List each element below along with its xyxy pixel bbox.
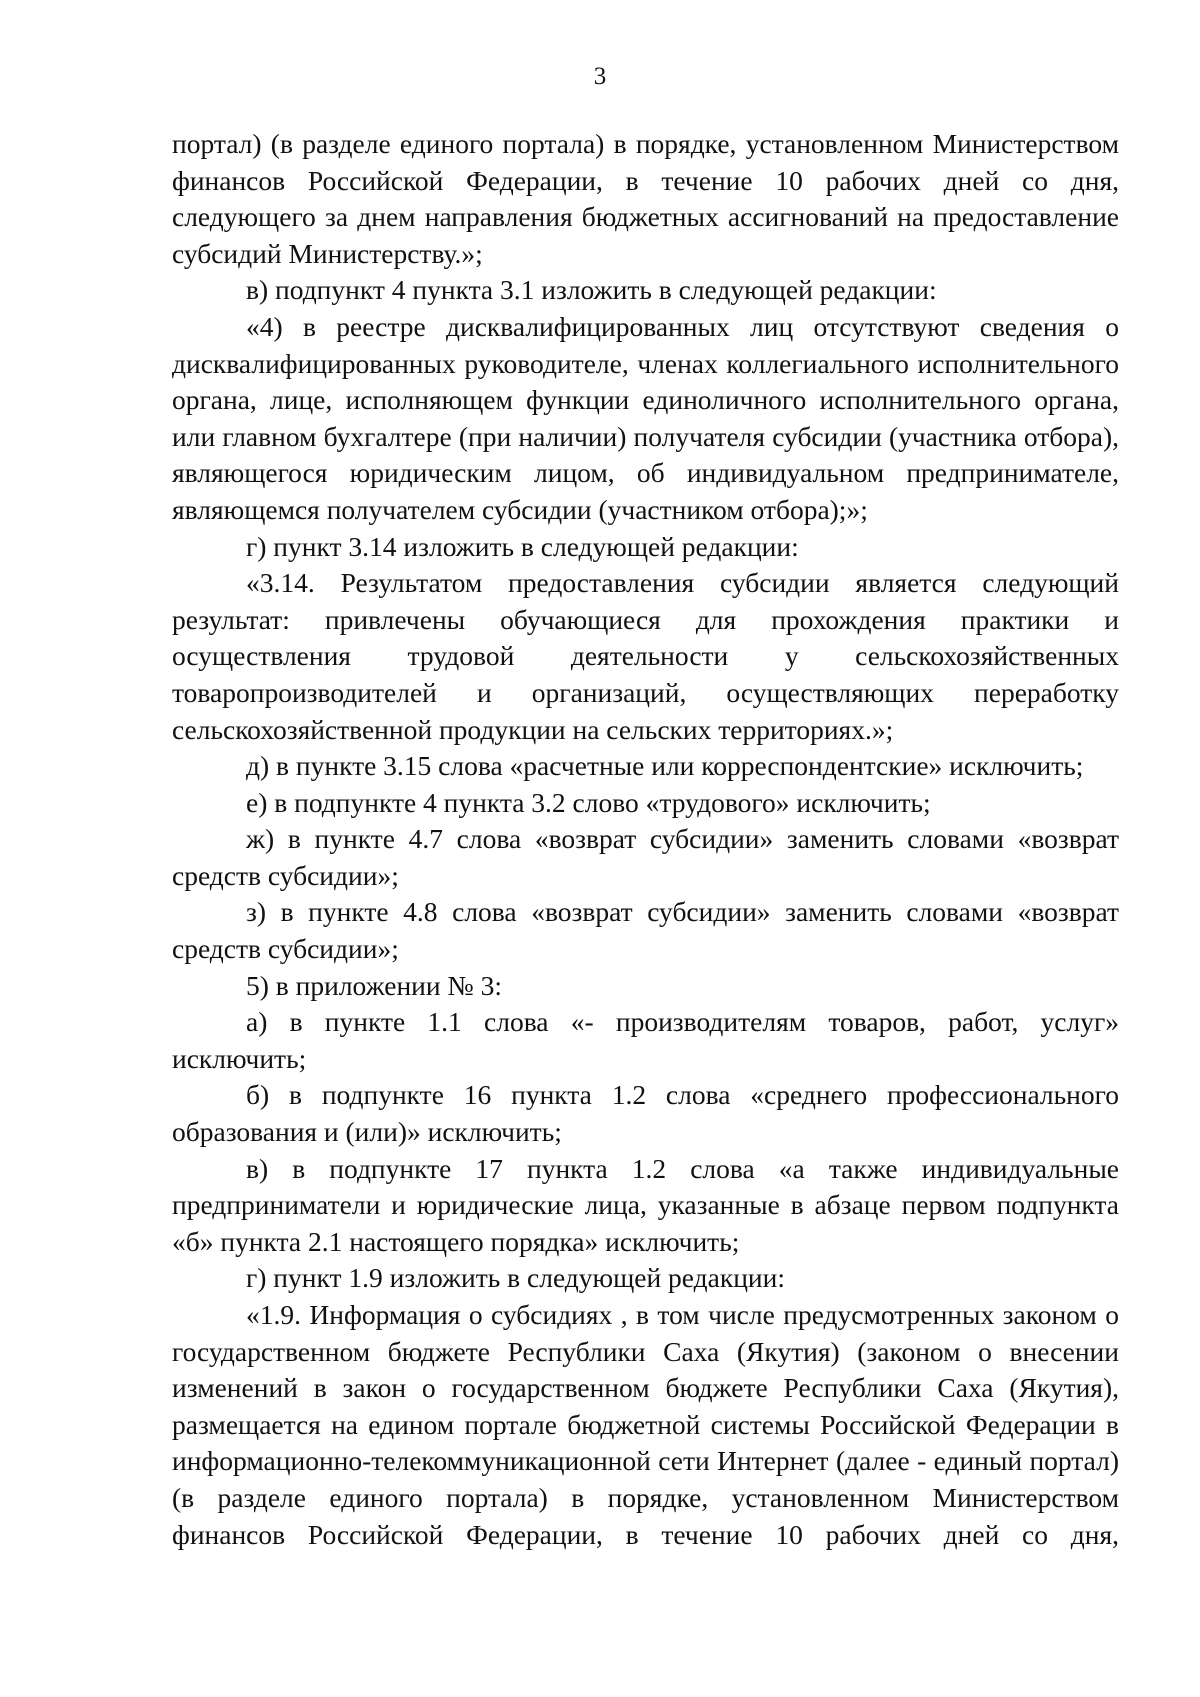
paragraph-item-g2: г) пункт 1.9 изложить в следующей редакции: (246, 1262, 785, 1294)
page-number: 3 (593, 63, 607, 90)
paragraph-quote-3-14: «3.14. Результатом предоставления субсидии является следующий результат: привлечены обучающиеся для прохождения практики и осуществления трудовой деятельности у сельскохозяйственных товаропроизводителей и организаций, осуществляющих переработку сельскохозяйственной продукции на сельских территориях.»; (172, 567, 1119, 745)
paragraph-item-e: е) в подпункте 4 пункта 3.2 слово «трудового» исключить; (246, 786, 931, 818)
paragraph-item-b: б) в подпункте 16 пункта 1.2 слова «среднего профессионального образования и (или)» исключить; (172, 1079, 1119, 1148)
paragraph-item-a: а) в пункте 1.1 слова «- производителям товаров, работ, услуг» исключить; (172, 1006, 1119, 1074)
paragraph-item-5: 5) в приложении № 3: (246, 969, 502, 1001)
paragraph-item-d: д) в пункте 3.15 слова «расчетные или корреспондентские» исключить; (246, 750, 1084, 782)
paragraph-item-z: з) в пункте 4.8 слова «возврат субсидии» заменить словами «возврат средств субсидии»; (172, 896, 1119, 965)
paragraph-quote-1-9: «1.9. Информация о субсидиях , в том числе предусмотренных законом о государственном бюджете Республики Саха (Якутия) (законом о внесении изменений в закон о государственном бюджете Республики Саха (Якутия), размещается на едином портале бюджетной системы Российской Федерации в информационно-телекоммуникационной сети Интернет (далее - единый портал) (в разделе единого портала) в порядке, установленном Министерством финансов Российской Федерации, в течение 10 рабочих дней со дня, (172, 1299, 1119, 1550)
paragraph-item-g: г) пункт 3.14 изложить в следующей редакции: (246, 530, 799, 562)
paragraph-item-zh: ж) в пункте 4.7 слова «возврат субсидии» заменить словами «возврат средств субсидии»; (172, 823, 1119, 891)
paragraph-item-v2: в) в подпункте 17 пункта 1.2 слова «а также индивидуальные предприниматели и юридические лица, указанные в абзаце первом подпункта «б» пункта 2.1 настоящего порядка» исключить; (172, 1152, 1119, 1257)
document-body (172, 126, 1119, 1553)
paragraph-item-v: в) подпункт 4 пункта 3.1 изложить в следующей редакции: (246, 274, 937, 306)
paragraph-continuation: портал) (в разделе единого портала) в порядке, установленном Министерством финансов Российской Федерации, в течение 10 рабочих дней со дня, следующего за днем направления бюджетных ассигнований на предоставление субсидий Министерству.»; (172, 128, 1119, 269)
paragraph-quote-4: «4) в реестре дисквалифицированных лиц отсутствуют сведения о дисквалифицированных руководителе, членах коллегиального исполнительного органа, лице, исполняющем функции единоличного исполнительного органа, или главном бухгалтере (при наличии) получателя субсидии (участника отбора), являющегося юридическим лицом, об индивидуальном предпринимателе, являющемся получателем субсидии (участником отбора);»; (172, 310, 1119, 525)
